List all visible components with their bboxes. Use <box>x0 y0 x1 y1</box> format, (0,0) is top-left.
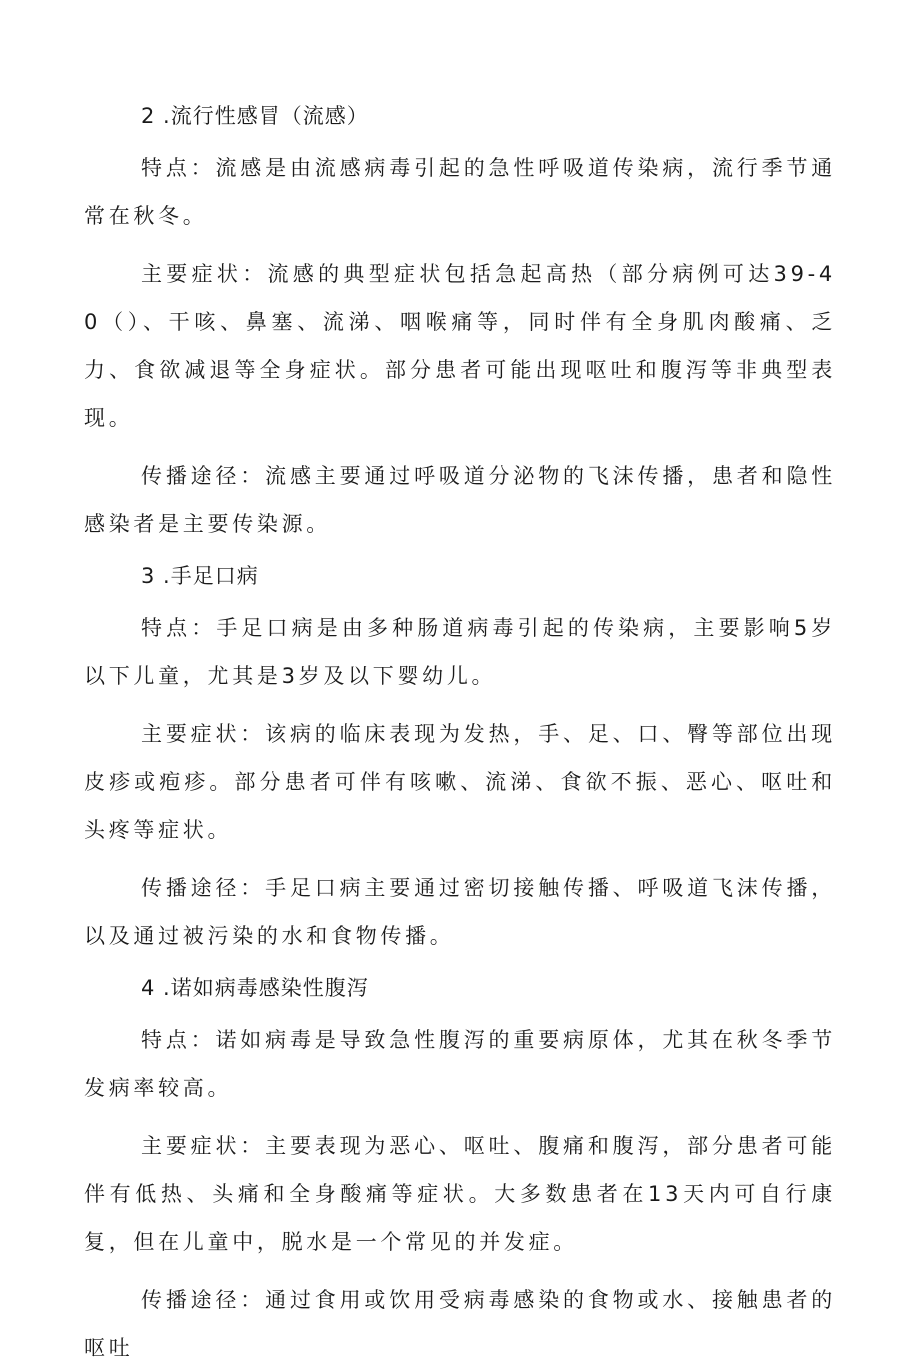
section-heading: 2 .流行性感冒（流感） <box>141 104 369 128</box>
section-influenza <box>84 96 836 548</box>
characteristics-paragraph: 特点：流感是由流感病毒引起的急性呼吸道传染病，流行季节通常在秋冬。 <box>84 156 836 228</box>
symptoms-paragraph: 主要症状：主要表现为恶心、呕吐、腹痛和腹泻，部分患者可能伴有低热、头痛和全身酸痛等症状。大多数患者在13天内可自行康复，但在儿童中，脱水是一个常见的并发症。 <box>84 1134 836 1254</box>
transmission-paragraph: 传播途径：手足口病主要通过密切接触传播、呼吸道飞沫传播，以及通过被污染的水和食物传播。 <box>84 876 836 948</box>
section-heading: 4 .诺如病毒感染性腹泻 <box>141 976 369 1000</box>
transmission-paragraph: 传播途径：通过食用或饮用受病毒感染的食物或水、接触患者的呕吐 <box>84 1288 836 1360</box>
section-norovirus <box>84 968 836 1372</box>
document-body <box>84 96 836 1372</box>
section-heading: 3 .手足口病 <box>141 564 259 588</box>
characteristics-paragraph: 特点：诺如病毒是导致急性腹泻的重要病原体，尤其在秋冬季节发病率较高。 <box>84 1028 836 1100</box>
symptoms-paragraph: 主要症状：流感的典型症状包括急起高热（部分病例可达39-40（）、干咳、鼻塞、流涕、咽喉痛等，同时伴有全身肌肉酸痛、乏力、食欲减退等全身症状。部分患者可能出现呕吐和腹泻等非典型表现。 <box>84 262 836 430</box>
symptoms-paragraph: 主要症状：该病的临床表现为发热，手、足、口、臀等部位出现皮疹或疱疹。部分患者可伴有咳嗽、流涕、食欲不振、恶心、呕吐和头疼等症状。 <box>84 722 836 842</box>
characteristics-paragraph: 特点：手足口病是由多种肠道病毒引起的传染病，主要影响5岁以下儿童，尤其是3岁及以下婴幼儿。 <box>84 616 836 688</box>
section-hand-foot-mouth <box>84 556 836 960</box>
transmission-paragraph: 传播途径：流感主要通过呼吸道分泌物的飞沫传播，患者和隐性感染者是主要传染源。 <box>84 464 836 536</box>
